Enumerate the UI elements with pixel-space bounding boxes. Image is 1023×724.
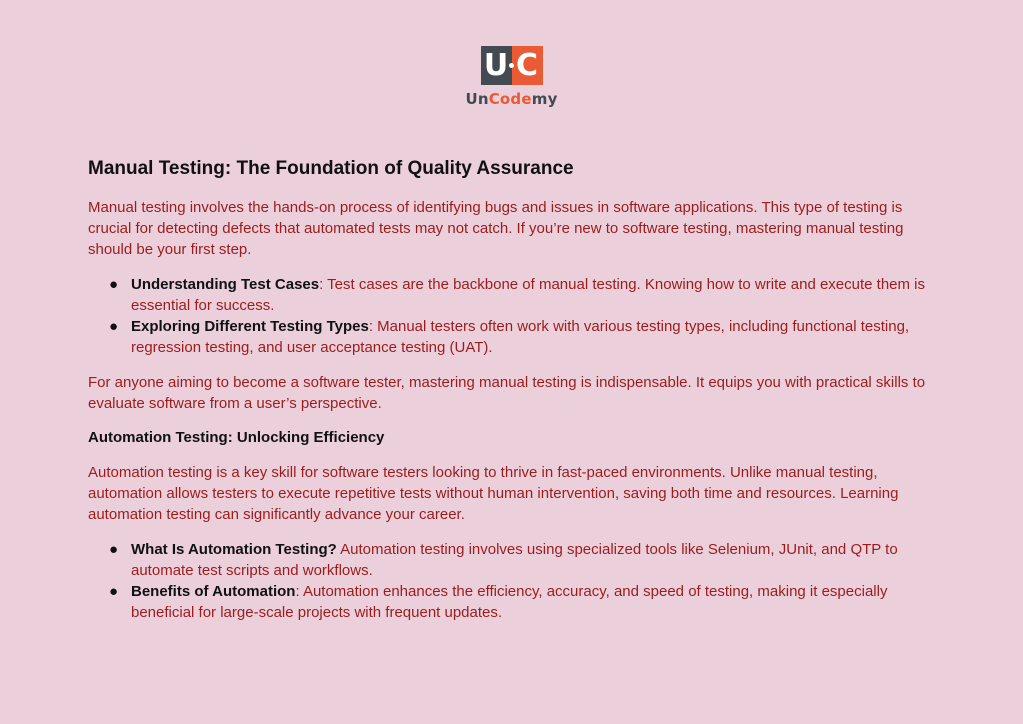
logo-mark [481,46,543,85]
logo-mark-c [512,46,543,85]
logo-dot [509,63,514,68]
bullet-icon: ● [109,318,119,335]
list-item-text: Test cases are the backbone of manual testing. Knowing how to write and execute them is essential for success. [131,276,926,314]
list-item [88,581,938,623]
bullet-icon: ● [109,583,119,600]
document-content [88,157,938,623]
section-heading-manual-testing: Manual Testing: The Foundation of Quality Assurance [88,158,574,179]
logo-wordmark [465,90,557,108]
list-item [88,274,938,316]
manual-testing-outro: For anyone aiming to become a software tester, mastering manual testing is indispensable. It equips you with practical skills to evaluate software from a user’s perspective. [88,374,926,412]
list-item-separator: : [368,318,373,335]
list-item-term: Understanding Test Cases [131,276,320,293]
logo-mark-c-letter: C [515,47,539,83]
automation-testing-intro: Automation testing is a key skill for software testers looking to thrive in fast-paced environments. Unlike manual testing, automation allows testers to execute repetitive tests without human intervention, saving both time and resources. Learning automation testing can significantly advance your career. [88,464,899,523]
list-item-term: Benefits of Automation [131,583,296,600]
list-item-term: Exploring Different Testing Types [131,318,369,335]
bullet-icon: ● [109,276,119,293]
logo-wordmark-part2: Code [488,90,532,108]
logo-mark-u: U [481,46,512,85]
manual-testing-intro: Manual testing involves the hands-on process of identifying bugs and issues in software applications. This type of testing is crucial for detecting defects that automated tests may not catch. If you’re new to software testing, mastering manual testing should be your first step. [88,199,904,258]
list-item [88,539,938,581]
bullet-icon: ● [109,541,119,558]
logo-wordmark-part3: my [531,90,558,108]
list-item-text: Manual testers often work with various testing types, including functional testing, regression testing, and user acceptance testing (UAT). [131,318,910,356]
list-item-text: Automation enhances the efficiency, accuracy, and speed of testing, making it especially beneficial for large-scale projects with frequent updates. [131,583,888,621]
list-item-text: Automation testing involves using specialized tools like Selenium, JUnit, and QTP to automate test scripts and workflows. [131,541,898,579]
section-heading-automation-testing: Automation Testing: Unlocking Efficiency [88,429,385,446]
manual-testing-list [88,274,938,358]
list-item-separator: : [295,583,300,600]
automation-testing-list [88,539,938,623]
list-item-separator: : [319,276,324,293]
list-item [88,316,938,358]
list-item-term: What Is Automation Testing? [131,541,337,558]
uncodemy-logo [0,46,1023,108]
logo-wordmark-part1: Un [465,90,489,108]
